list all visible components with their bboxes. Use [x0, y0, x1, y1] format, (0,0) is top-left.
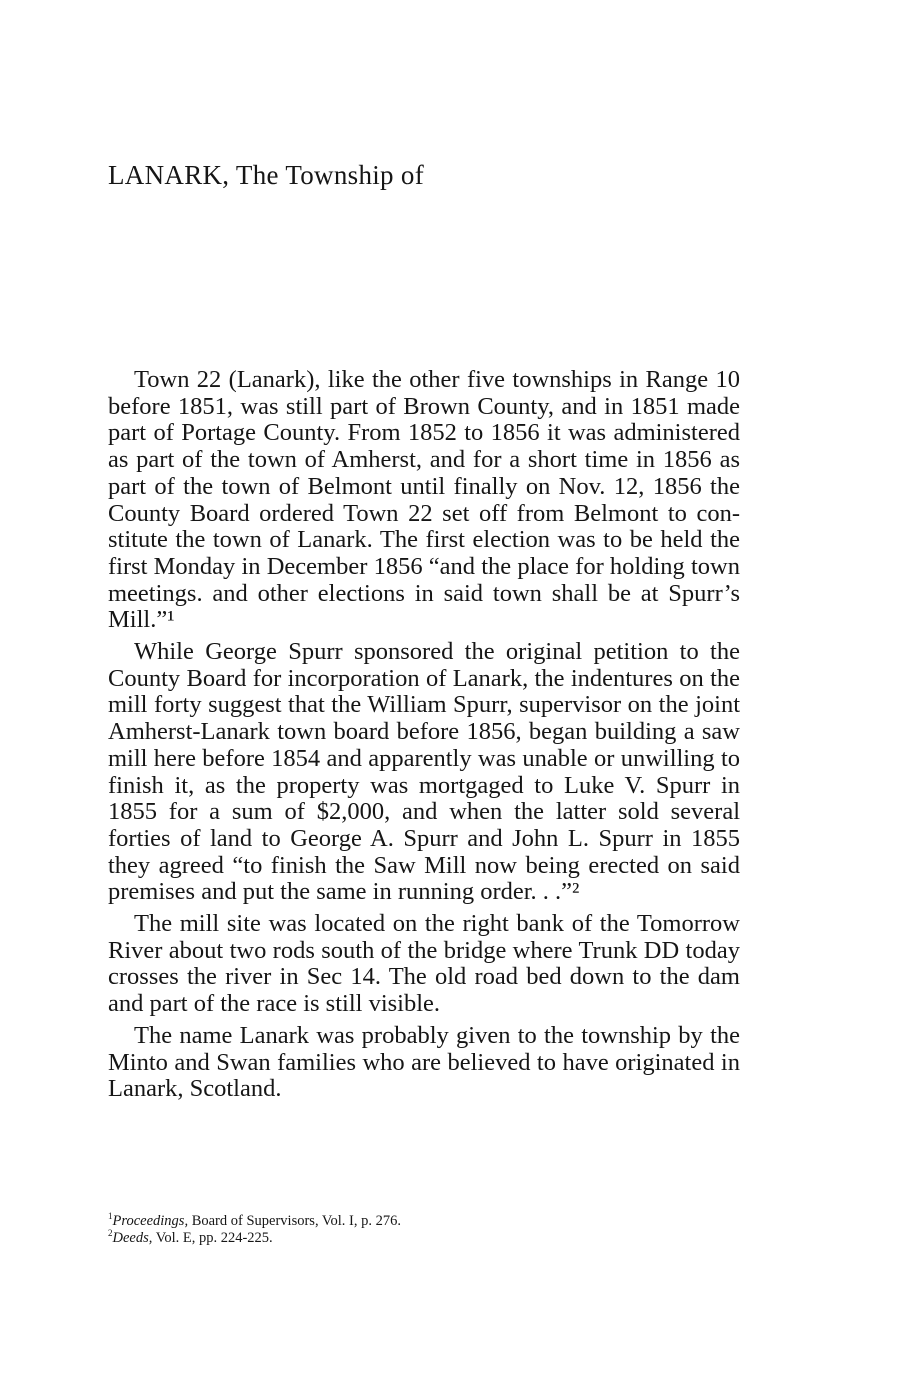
paragraph-mill-site: The mill site was located on the right bank of the Tomorrow River about two rods south of the bridge where Trunk DD today crosses the river in Sec 14. The old road bed down to the dam and part of the race is still visible. [108, 910, 740, 1018]
footnote-number: 1 [108, 1211, 113, 1222]
footnote-source: Deeds, [112, 1230, 153, 1246]
footnote [108, 1230, 740, 1247]
footnote-detail: Vol. E, pp. 224-225. [152, 1230, 273, 1246]
page-title: LANARK, The Township of [108, 160, 425, 190]
paragraph-spurr-mill: While George Spurr sponsored the original petition to the County Board for incorporation of Lanark, the indentures on the mill forty suggest that the William Spurr, supervisor on the joint Amherst-Lanark town board before 1856, began building a saw mill here before 1854 and apparently was unable or unwilling to finish it, as the property was mortgaged to Luke V. Spurr in 1855 for a sum of $2,000, and when the latter sold several forties of land to George A. Spurr and John L. Spurr in 1855 they agreed “to finish the Saw Mill now being erected on said premises and put the same in running order. . .”² [108, 638, 740, 906]
footnotes [108, 1213, 740, 1247]
footnote-detail: Board of Supervisors, Vol. I, p. 276. [188, 1213, 402, 1229]
paragraph-town-history: Town 22 (Lanark), like the other five townships in Range 10 before 1851, was still part of Brown County, and in 1851 made part of Portage County. From 1852 to 1856 it was administered as part of the town of Amherst, and for a short time in 1856 as part of the town of Belmont until finally on Nov. 12, 1856 the County Board ordered Town 22 set off from Belmont to constitute the town of Lanark. The first election was to be held the first Monday in December 1856 “and the place for holding town meetings. and other elections in said town shall be at Spurr’s Mill.”¹ [108, 366, 740, 634]
paragraph-name-origin: The name Lanark was probably given to the township by the Minto and Swan families who are believed to have originated in Lanark, Scotland. [108, 1021, 740, 1103]
footnote-number: 2 [108, 1228, 113, 1239]
footnote-source: Proceedings, [112, 1213, 189, 1229]
footnote [108, 1213, 740, 1230]
body-text [108, 367, 740, 1103]
